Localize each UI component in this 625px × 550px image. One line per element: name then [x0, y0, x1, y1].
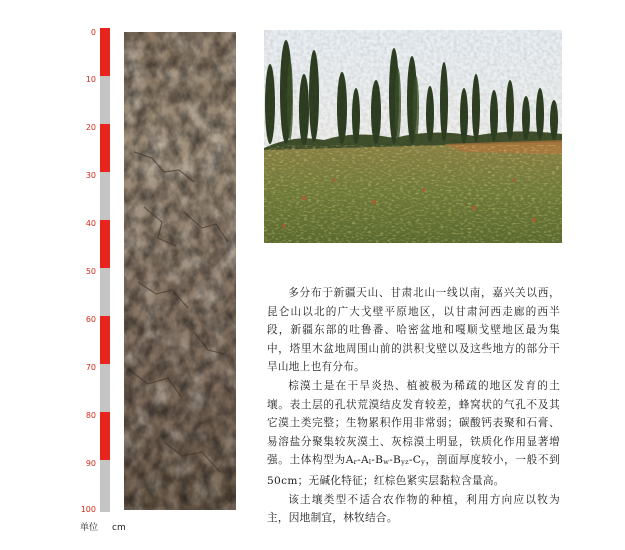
ruler-tick-100: 100 [80, 505, 96, 514]
ruler-tick-50: 50 [85, 267, 96, 276]
ruler-segment [100, 76, 110, 124]
ruler-tick-40: 40 [85, 219, 96, 228]
ruler-segment [100, 460, 110, 512]
ruler-tick-0: 0 [90, 28, 96, 37]
ruler-tick-70: 70 [85, 363, 96, 372]
paragraph-formation [267, 377, 560, 491]
soil-profile-photo [124, 32, 236, 510]
formation-text: 棕漠土是在干旱炎热、植被极为稀疏的地区发育的土壤。表土层的孔状荒漠结皮发育较差，蜂窝状的气孔不及其它漠土类完整；生物累积作用非常弱；碳酸钙表聚和石膏、易溶盐分聚集较灰漠土、灰棕漠土明显，铁质化作用显著增强。土体构型为 [267, 379, 560, 467]
formation-text-cont: ，剖面厚度较小，一般不到50cm；无碱化特征；红棕色紧实层黏粒含量高。 [267, 454, 560, 487]
unit-label: 单位 [80, 523, 99, 533]
ruler-tick-80: 80 [85, 411, 96, 420]
ruler-tick-20: 20 [85, 123, 96, 132]
ruler-segment [100, 172, 110, 220]
ruler-segment [100, 220, 110, 268]
ruler-unit-caption [80, 520, 126, 533]
ruler-tick-90: 90 [85, 459, 96, 468]
ruler-segment [100, 28, 110, 76]
ruler-tick-60: 60 [85, 315, 96, 324]
description-text [267, 284, 560, 528]
ruler-segment [100, 268, 110, 316]
ruler-segment [100, 412, 110, 460]
paragraph-distribution: 多分布于新疆天山、甘肃北山一线以南，嘉兴关以西，昆仑山以北的广大戈壁平原地区，以甘肃河西走廊的西半段，新疆东部的吐鲁番、哈密盆地和嘎顺戈壁地区最为集中，塔里木盆地周围山前的洪积戈壁以及这些地方的部分干旱山地上也有分布。 [267, 287, 560, 374]
unit-value: cm [112, 523, 126, 533]
paragraph-usage: 该土壤类型不适合农作物的种植，利用方向应以牧为主，因地制宜，林牧结合。 [267, 493, 560, 525]
landscape-photo [264, 30, 562, 243]
ruler-segment [100, 316, 110, 364]
ruler-tick-30: 30 [85, 171, 96, 180]
ruler-tick-10: 10 [85, 75, 96, 84]
ruler-segment [100, 124, 110, 172]
depth-ruler [100, 28, 110, 512]
ruler-segment [100, 364, 110, 412]
soil-profile-formula: Ar-Al-Bw-Byz-Cy [345, 454, 426, 467]
